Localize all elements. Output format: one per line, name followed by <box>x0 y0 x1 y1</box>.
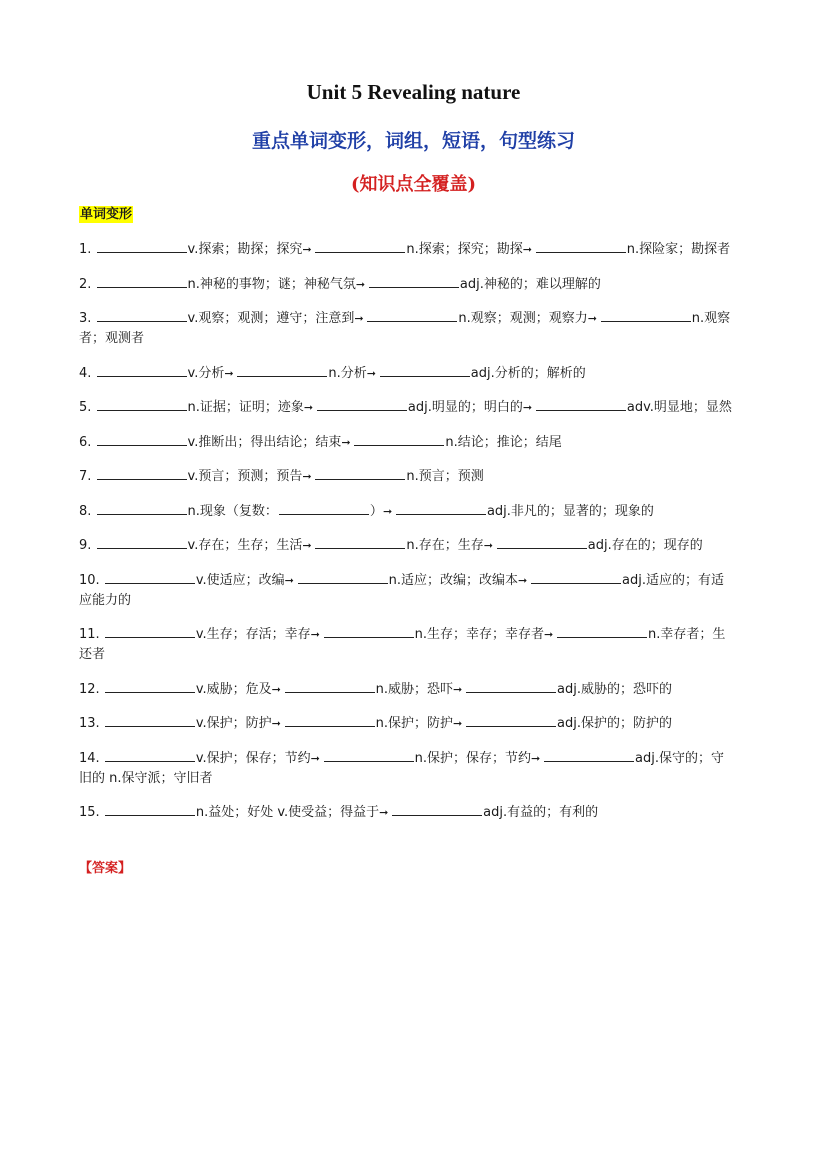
answer-blank[interactable] <box>324 623 414 638</box>
answer-blank[interactable] <box>105 623 195 638</box>
answer-blank[interactable] <box>298 569 388 584</box>
answer-blank[interactable] <box>105 678 195 693</box>
answer-blank[interactable] <box>105 747 195 762</box>
exercise-item <box>79 431 749 453</box>
item-number: 13. <box>79 716 100 731</box>
answer-blank[interactable] <box>531 569 621 584</box>
answer-blank[interactable] <box>536 238 626 253</box>
exercise-item <box>79 712 749 734</box>
item-number: 2. <box>79 276 92 292</box>
answer-blank[interactable] <box>536 396 626 411</box>
page-subtitle: 重点单词变形，词组，短语，句型练习 <box>251 130 575 152</box>
answer-blank[interactable] <box>466 712 556 727</box>
answer-blank[interactable] <box>324 747 414 762</box>
item-text: n.益处；好处 v.使受益；得益于 <box>195 805 380 820</box>
exercise-item <box>79 362 749 384</box>
item-text: n.证据；证明；迹象 <box>187 400 304 415</box>
answer-blank[interactable] <box>396 500 486 515</box>
item-number: 12. <box>79 681 100 697</box>
arrow-icon: ➞ <box>453 682 463 696</box>
exercise-item <box>79 307 749 349</box>
arrow-icon: ➞ <box>302 243 312 256</box>
item-text: n.存在；生存 <box>406 538 484 553</box>
answer-blank[interactable] <box>97 431 187 446</box>
answer-blank[interactable] <box>97 534 187 549</box>
answer-blank[interactable] <box>97 465 187 480</box>
arrow-icon: ➞ <box>224 366 234 380</box>
answer-blank[interactable] <box>97 396 187 411</box>
arrow-icon: ➞ <box>453 717 463 730</box>
item-text: v.探索；勘探；探究 <box>187 242 303 257</box>
answer-blank[interactable] <box>380 362 470 377</box>
exercise-item <box>79 465 749 487</box>
item-text: v.推断出；得出结论；结束 <box>187 434 342 450</box>
exercise-item <box>79 273 749 295</box>
arrow-icon: ➞ <box>522 243 532 256</box>
arrow-icon: ➞ <box>382 504 393 518</box>
arrow-icon: ➞ <box>284 573 294 587</box>
answer-blank[interactable] <box>315 534 405 549</box>
item-text: v.保护；防护 <box>195 716 272 731</box>
arrow-icon: ➞ <box>302 539 312 552</box>
arrow-icon: ➞ <box>518 573 528 587</box>
item-text-continued: 还者 <box>79 647 106 662</box>
item-text: n.现象（复数： <box>187 503 278 519</box>
item-text: v.生存；存活；幸存 <box>195 627 311 642</box>
arrow-icon: ➞ <box>271 717 281 730</box>
page-subtitle-note: (知识点全覆盖) <box>350 174 477 195</box>
answer-blank[interactable] <box>105 801 195 816</box>
exercise-item <box>79 500 749 522</box>
item-number: 9. <box>79 538 92 553</box>
item-number: 3. <box>79 311 92 326</box>
answer-blank[interactable] <box>354 431 444 446</box>
item-number: 7. <box>79 469 92 484</box>
arrow-icon: ➞ <box>341 435 351 449</box>
item-number: 8. <box>79 503 92 519</box>
answer-blank[interactable] <box>97 362 187 377</box>
item-text: adj.威胁的；恐吓的 <box>557 681 672 697</box>
arrow-icon: ➞ <box>303 401 314 414</box>
answer-blank[interactable] <box>466 678 556 693</box>
item-text: v.存在；生存；生活 <box>187 538 303 553</box>
item-text: n.适应；改编；改编本 <box>388 572 519 588</box>
answer-blank[interactable] <box>392 801 482 816</box>
item-text: n.神秘的事物；谜；神秘气氛 <box>187 276 356 292</box>
item-text: n.分析 <box>328 365 367 381</box>
item-text: adj.分析的；解析的 <box>470 365 586 381</box>
item-number: 14. <box>79 750 100 766</box>
page-title: Unit 5 Revealing nature <box>306 80 521 104</box>
item-text: n.保护；防护 <box>375 716 454 731</box>
item-number: 15. <box>79 805 100 820</box>
item-text-continued: 应能力的 <box>79 592 132 608</box>
item-text: v.威胁；危及 <box>195 681 272 697</box>
answer-blank[interactable] <box>97 238 187 253</box>
item-number: 10. <box>79 572 100 588</box>
answer-blank[interactable] <box>285 712 375 727</box>
answer-blank[interactable] <box>497 534 587 549</box>
item-text: n.结论；推论；结尾 <box>445 434 562 450</box>
item-text-continued: 旧的 n.保守派；守旧者 <box>79 770 213 786</box>
answer-blank[interactable] <box>544 747 634 762</box>
answer-blank[interactable] <box>369 273 459 288</box>
item-number: 11. <box>79 627 100 642</box>
item-text: n.幸存者；生 <box>648 627 726 642</box>
arrow-icon: ➞ <box>531 751 541 765</box>
answer-blank[interactable] <box>97 500 187 515</box>
item-text: adj.保守的；守 <box>635 750 724 766</box>
item-number: 1. <box>79 242 92 257</box>
exercise-item <box>79 623 749 665</box>
arrow-icon: ➞ <box>366 366 376 380</box>
item-text: v.保护；保存；节约 <box>195 750 311 766</box>
item-text: n.预言；预测 <box>406 469 484 484</box>
answer-blank[interactable] <box>97 273 187 288</box>
item-text: n.探险家；勘探者 <box>626 242 731 257</box>
answer-heading: 【答案】 <box>79 861 132 876</box>
section-heading: 单词变形 <box>80 207 133 222</box>
item-text: adj.明显的；明白的 <box>407 400 523 415</box>
arrow-icon: ➞ <box>522 401 533 414</box>
item-number: 6. <box>79 434 92 450</box>
item-text: adj.有益的；有利的 <box>483 805 599 820</box>
answer-blank[interactable] <box>285 678 375 693</box>
answer-blank[interactable] <box>317 396 407 411</box>
answer-blank[interactable] <box>279 500 369 515</box>
item-text: n.探索；探究；勘探 <box>406 242 523 257</box>
item-text: v.分析 <box>187 365 225 381</box>
item-text: n.观察 <box>691 311 731 326</box>
arrow-icon: ➞ <box>310 628 320 641</box>
item-text: adj.神秘的；难以理解的 <box>459 276 601 292</box>
exercise-item <box>79 534 749 556</box>
answer-blank[interactable] <box>367 307 457 322</box>
arrow-icon: ➞ <box>544 628 554 641</box>
answer-blank[interactable] <box>601 307 691 322</box>
answer-blank[interactable] <box>105 712 195 727</box>
arrow-icon: ➞ <box>587 312 597 325</box>
item-number: 4. <box>79 365 92 381</box>
arrow-icon: ➞ <box>483 539 493 552</box>
answer-blank[interactable] <box>315 465 405 480</box>
exercise-item <box>79 569 749 611</box>
answer-blank[interactable] <box>557 623 647 638</box>
exercise-item <box>79 747 749 789</box>
item-text: n.威胁；恐吓 <box>375 681 454 697</box>
answer-blank[interactable] <box>237 362 327 377</box>
item-text: v.使适应；改编 <box>195 572 285 588</box>
exercise-item <box>79 396 749 418</box>
item-text: ） <box>369 503 383 519</box>
arrow-icon: ➞ <box>379 806 389 819</box>
item-text: adj.存在的；现存的 <box>587 538 703 553</box>
item-text: n.生存；幸存；幸存者 <box>414 627 545 642</box>
item-text: n.观察；观测；观察力 <box>458 311 588 326</box>
arrow-icon: ➞ <box>302 470 312 483</box>
item-text: adv.明显地；显然 <box>626 400 732 415</box>
item-text: n.保护；保存；节约 <box>414 750 532 766</box>
item-text: adj.非凡的；显著的；现象的 <box>486 503 654 519</box>
answer-blank[interactable] <box>315 238 405 253</box>
arrow-icon: ➞ <box>271 682 281 696</box>
exercise-item <box>79 801 749 823</box>
item-text-continued: 者；观测者 <box>79 331 145 346</box>
exercise-item <box>79 238 749 260</box>
exercise-item <box>79 678 749 700</box>
item-text: v.观察；观测；遵守；注意到 <box>187 311 355 326</box>
answer-blank[interactable] <box>105 569 195 584</box>
arrow-icon: ➞ <box>310 751 320 765</box>
exercise-list <box>79 238 749 836</box>
arrow-icon: ➞ <box>354 312 364 325</box>
item-text: v.预言；预测；预告 <box>187 469 303 484</box>
item-number: 5. <box>79 400 92 415</box>
answer-blank[interactable] <box>97 307 187 322</box>
item-text: adj.保护的；防护的 <box>557 716 672 731</box>
arrow-icon: ➞ <box>355 277 366 291</box>
item-text: adj.适应的；有适 <box>622 572 724 588</box>
